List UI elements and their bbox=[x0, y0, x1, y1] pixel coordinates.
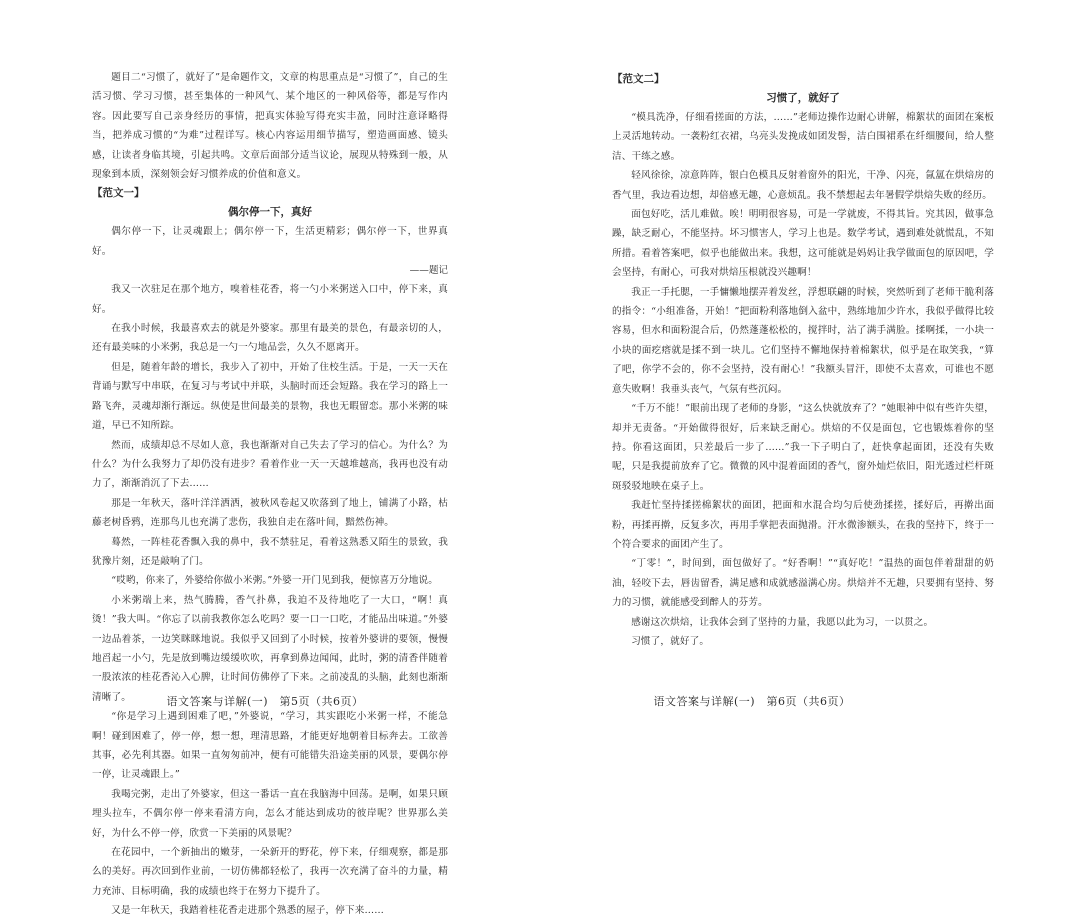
essay-paragraph: “模具洗净，仔细看搓面的方法，……”老师边操作边耐心讲解，棉絮状的面团在案板上灵活地转动。一袭粉红衣裙，乌亮头发挽成如团发髻，洁白围裙系在纤细腰间，给人整洁、干练之感。 bbox=[612, 112, 994, 162]
essay-paragraph: 那是一年秋天，落叶洋洋洒洒，被秋风卷起又吹落到了地上，铺满了小路，枯藤老树昏鸦，连那鸟儿也充满了悲伤，我独自走在落叶间，黯然伤神。 bbox=[92, 497, 448, 529]
essay-paragraph: 感谢这次烘焙，让我体会到了坚持的力量，我愿以此为习，一以贯之。 bbox=[631, 616, 934, 628]
right-column bbox=[612, 70, 994, 651]
essay-paragraph: 然而，成绩却总不尽如人意，我也渐渐对自己失去了学习的信心。为什么？为什么？为什么我努力了却仍没有进步？看着作业一天一天越堆越高，我再也没有动力了，渐渐消沉了下去…… bbox=[92, 439, 448, 490]
epigraph-signature: ——题记 bbox=[409, 265, 448, 277]
essay-paragraph: 习惯了，就好了。 bbox=[631, 635, 710, 647]
sample-two-title: 习惯了，就好了 bbox=[766, 92, 840, 104]
essay-paragraph: “哎哟，你来了，外婆给你做小米粥。”外婆一开门见到我，便惊喜万分地说。 bbox=[111, 575, 439, 587]
page-footer-right: 语文答案与详解(一) 第6页（共6页） bbox=[653, 695, 851, 708]
essay-paragraph: 但是，随着年龄的增长，我步入了初中，开始了住校生活。于是，一天一天在背诵与默写中串联，在复习与考试中并联，头脑时而还会短路。我在学习的路上一路飞奔，灵魂却渐行渐远。纵使是世间最美的景物，我也无暇留恋。那小米粥的味道，早已不知所踪。 bbox=[92, 361, 448, 432]
essay-paragraph: 我赶忙坚持揉搓棉絮状的面团，把面和水混合均匀后使劲揉搓，揉好后，再擀出面粉，再揉再擀，反复多次，再用手掌把表面抛滑。汗水微渗额头，在我的坚持下，终于一个符合要求的面团产生了。 bbox=[612, 500, 994, 550]
left-column bbox=[92, 68, 448, 921]
essay-paragraph: 小米粥端上来，热气腾腾，香气扑鼻，我迫不及待地吃了一大口，“啊！真烫！”我大叫。“你忘了以前我教你怎么吃吗？要一口一口吃，才能品出味道。”外婆一边品着茶，一边笑眯眯地说。我似乎又回到了小时候，按着外婆讲的要领，慢慢地舀起一小勺，先是放到嘴边缓缓吹吹，再拿到鼻边闻闻，此时，粥的清香伴随着一股浓浓的桂花香沁入心脾，让时间仿佛停了下来。之前凌乱的头脑，此刻也渐渐清晰了。 bbox=[92, 594, 448, 703]
essay-paragraph: “千万不能！”眼前出现了老师的身影，“这么快就放弃了？”她眼神中似有些许失望，却并无责备。“开始做得很好，后来缺乏耐心。烘焙的不仅是面包，它也锻炼着你的坚持。你看这面团，只差最后一步了……”我一下子明白了，赶快拿起面团，还没有失败呢，只是我提前放弃了它。微微的风中混着面团的香气，窗外灿烂依旧，阳光透过栏杆斑斑驳驳地映在桌子上。 bbox=[612, 403, 994, 492]
intro-paragraph: 题目二“习惯了，就好了”是命题作文，文章的构思重点是“习惯了”，自己的生活习惯、学习习惯，甚至集体的一种风气、某个地区的一种风俗等，都是写作内容。因此要写自己亲身经历的事情，把真实体验写得充实丰盈，同时注意译略得当，把养成习惯的“为难”过程详写。核心内容运用细节描写，塑造画面感、镜头感，让读者身临其境，引起共鸣。文章后面部分适当议论，展现从特殊到一般，从现象到本质，深刻领会好习惯养成的价值和意义。 bbox=[92, 72, 448, 181]
essay-paragraph: 面包好吃，活儿难做。唉！明明很容易，可是一学就废，不得其旨。究其因，做事急躁，缺乏耐心，不能坚持。坏习惯害人，学习上也是。数学考试，遇到难处就慌乱，不知所措。看着答案吧，似乎也能做出来。我想，这可能就是妈妈让我学做面包的原因吧，学会坚持，有耐心，可我对烘焙压根就没兴趣啊！ bbox=[612, 209, 994, 279]
essay-paragraph: 又是一年秋天，我踏着桂花香走进那个熟悉的屋子，停下来…… bbox=[111, 905, 385, 917]
essay-paragraph: 在我小时候，我最喜欢去的就是外婆家。那里有最美的景色，有最亲切的人，还有最美味的小米粥，我总是一勺一勺地品尝，久久不愿离开。 bbox=[92, 323, 448, 354]
essay-paragraph: “丁零！”，时间到，面包做好了。“好香啊！”“真好吃！”温热的面包伴着甜甜的奶油，轻咬下去，唇齿留香，满足感和成就感溢满心房。烘焙并不无趣，只要拥有坚持、努力的习惯，就能感受到醉人的芬芳。 bbox=[612, 558, 994, 609]
sample-two-label: 【范文二】 bbox=[612, 73, 665, 85]
essay-paragraph: 我正一手托腮，一手慵懒地摆弄着发丝，浮想联翩的时候，突然听到了老师干脆利落的指令：“小组准备，开始！”把面粉利落地倒入盆中，熟练地加少许水，我似乎做得比较容易，但水和面粉混合后，仍然蓬蓬松松的，搅拌时，沾了满手满脸。揉啊揉，一小块一小块的面疙瘩就是揉不到一块儿。它们坚持不懈地保持着棉絮状，似乎是在取笑我，“算了吧，你学不会的，你不会坚持，没有耐心！”我额头冒汗，即使不太喜欢，可谁也不愿意失败啊！我垂头丧气，气氛有些沉闷。 bbox=[612, 286, 994, 395]
essay-paragraph: 在花园中，一个新抽出的嫩芽，一朵新开的野花，停下来，仔细观察，都是那么的美好。再次回到作业前，一切仿佛都轻松了，我再一次充满了奋斗的力量，精力充沛、目标明确，我的成绩也终于在努力下提升了。 bbox=[92, 847, 448, 897]
epigraph: 偶尔停一下，让灵魂跟上；偶尔停一下，生活更精彩；偶尔停一下，世界真好。 bbox=[92, 226, 448, 257]
essay-paragraph: 我喝完粥，走出了外婆家，但这一番话一直在我脑海中回荡。是啊，如果只顾埋头拉车，不偶尔停一停来看清方向，怎么才能达到成功的彼岸呢？世界那么美好，为什么不停一停，欣赏一下美丽的风景呢？ bbox=[92, 788, 448, 839]
right-page bbox=[540, 0, 1080, 764]
sample-one-title: 偶尔停一下，真好 bbox=[228, 206, 312, 219]
essay-paragraph: 轻风徐徐，凉意阵阵，银白色模具反射着窗外的阳光，干净、闪亮，氤氲在烘焙房的香气里，我边看边想，却倍感无趣，心意烦乱。我不禁想起去年暑假学烘焙失败的经历。 bbox=[612, 170, 994, 201]
left-page bbox=[0, 0, 540, 917]
essay-paragraph: “你是学习上遇到困难了吧，”外婆说，“学习，其实跟吃小米粥一样，不能急啊！碰到困难了，停一停，想一想，理清思路，才能更好地朝着目标奔去。工欲善其事，必先利其器。如果一直匆匆前冲，便有可能错失沿途美丽的风景，要偶尔停一停，让灵魂跟上。” bbox=[92, 711, 448, 781]
essay-paragraph: 蓦然，一阵桂花香飘入我的鼻中，我不禁驻足，看着这熟悉又陌生的景致，我犹豫片刻，还是敲响了门。 bbox=[92, 536, 448, 567]
essay-paragraph: 我又一次驻足在那个地方，嗅着桂花香，将一勺小米粥送入口中，停下来，真好。 bbox=[92, 284, 448, 315]
sample-one-label: 【范文一】 bbox=[92, 187, 145, 200]
page-footer-left: 语文答案与详解(一) 第5页（共6页） bbox=[166, 695, 364, 708]
